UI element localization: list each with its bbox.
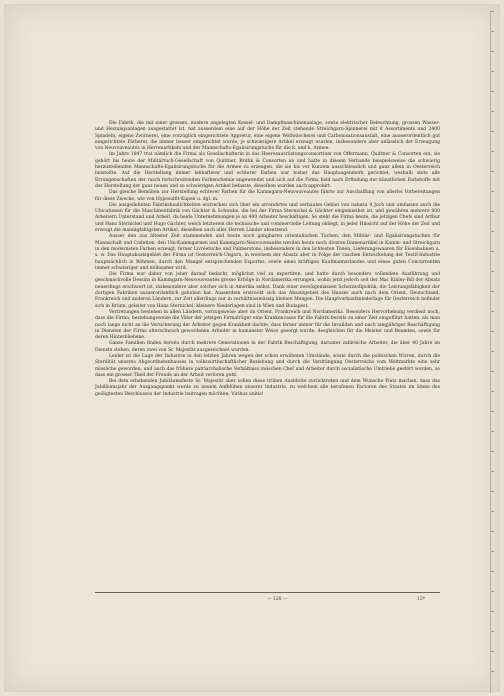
paragraph-5: Ausser den aus ältester Zeit stammenden und heute noch gangbaren orientalischen Tuchen, den Militär- und Egalisirungstuchen für Mannschaft und Cadetten, den Uni-Kammgarnen und Kammgarn-Neuvouveautés werden heute noch diverse Damenartikel in Kamm- und Streichgarn in den modernsten Farben erzeugt, ferner Livréetuche und Palmerstons, insbesondere in den lichtesten Tönen, Lieferungswaaren für Eisenbahnen u. s. w. Das Hauptabsatzgebiet der Firma ist Oesterreich-Ungarn, in welchem der Absatz aber in Folge der raschen Entwickelung der Textil-Industrie hauptsächlich in Böhmen, durch den Mangel entsprechenden Exportes, sowie eines kräftigen Kaufmannsstandes und eines guten Concurrenten immer schwieriger und mühsamer wird. bbox=[95, 234, 440, 271]
ruler-tick bbox=[491, 651, 494, 652]
ruler-tick bbox=[491, 571, 494, 572]
page-number: — 128 — bbox=[267, 597, 288, 602]
ruler-tick bbox=[491, 591, 494, 592]
ruler-tick bbox=[491, 31, 494, 32]
ruler-tick bbox=[491, 151, 494, 152]
ruler-tick bbox=[491, 491, 494, 492]
paragraph-7: Vertretungen bestehen in allen Ländern, vorzugsweise aber im Orient, Frankreich und Nordamerika. Besonders Hervorhebung verdient noch, dass die Firma, beziehungsweise die Väter der jetzigen Firmaträger eine Krankencasse für die Fabrik bereits zu einer Zeit eingeführt hatten, als man noch lange nicht an die Versicherung der Arbeiter gegen Krankheit dachte, dass ferner immer für die Invaliden und nach langjähriger Beschäftigung in Diensten der Firma alterschwach gewordenen Arbeiter in humanster Weise gesorgt wurde, desgleichen für die Meister und Beamten, sowie für deren Hinterbliebene. bbox=[95, 309, 440, 341]
ruler-tick bbox=[491, 611, 494, 612]
ruler-tick bbox=[491, 91, 494, 92]
ruler-tick bbox=[491, 531, 494, 532]
paragraph-9: Leider ist die Lage der Industrie in den letzten Jahren wegen der schon erwähnten Umstände, sowie durch die politischen Wirren, durch die Sterilität unseres Abgeordnetenhauses in volkswirthschaftlicher Beziehung und durch die Verdrängung Oesterreichs vom Weltmarkte eine sehr missliche geworden, und auch das frühere patriarchalische Verhältniss zwischen Chef und Arbeiter durch socialistische Umtriebe gestört worden, so dass ein grosser Theil der Freude an der Arbeit verloren geht. bbox=[95, 353, 440, 378]
ruler-tick bbox=[491, 551, 494, 552]
ruler-tick bbox=[491, 671, 494, 672]
ruler-tick bbox=[491, 371, 494, 372]
ruler-tick bbox=[491, 231, 494, 232]
ruler-tick bbox=[491, 251, 494, 252]
ruler-tick bbox=[491, 511, 494, 512]
paragraph-6: Die Firma war daher von jeher darauf bedacht, möglichst viel zu exportiren, und hatte durch besonders vollendete Ausführung und geschmackvolle Dessins in Kammgarn-Neuvouveautés grosse Erfolge in Nordamerika errungen, wohin jetzt jedoch seit der Mac Kinley-Bill der Absatz neuerdings erschwert ist, insbesondere aber solcher sich in Amerika selbst. Dank einer zweckgemässen Schutzzollpolitik, die Leistungsfähigkeit der dortigen Fabriken ausserordentlich gehoben hat. Ausserdem erstreckt sich das Absatzgebiet des Hauses auch nach dem Orient, Deutschland, Frankreich und anderen Ländern, zur Zeit allerdings nur in verhältnissmässig kleinen Mengen. Die Hauptverkaufsniederlage für Oesterreich befindet sich in Brünn, geleitet von Hans Sternickel, kleinere Niederlagen sind in Wien und Budapest. bbox=[95, 272, 440, 309]
body-text bbox=[95, 121, 440, 398]
ruler-tick bbox=[491, 471, 494, 472]
ruler-tick bbox=[491, 631, 494, 632]
ruler-tick bbox=[491, 291, 494, 292]
paragraph-10: Bei dem erhebenden Jubiläumsfeste Sr. Majestät aber sollen diese trüben Ausblicke zurücktreten und dem Wunsche Platz machen, dass das Jubiläumsjahr der Ausgangspunkt werde zu neuem Aufblühen unserer Industrie, zu welchem alle berufenen Factoren des Staates im Sinne des geäligtesten Beschlusses der Industrie beitragen möchten: Viribus unitis! bbox=[95, 379, 440, 397]
ruler-tick bbox=[491, 131, 494, 132]
document-page bbox=[4, 4, 500, 692]
ruler-tick bbox=[491, 11, 494, 12]
ruler-tick bbox=[491, 331, 494, 332]
ruler-tick bbox=[491, 271, 494, 272]
paragraph-2: Im Jahre 1847 trat nämlich die Firma als Gesellschafterin in das Heeresausrüstungsconsortium von Offermann, Quittner & Consorten ein; sie gehört bis heute der Militärtuch-Gesellschaft von Quittner, Brdlik & Consorten an und hatte in diesem Verbande beispielsweise die schwierig herzustellenden Mannschafts-Egalisirungstuche für die Armee zu erzeugen, die sie bis vor Kurzem ausschliesslich und ganz allein in Oesterreich beistellte. Auf die Herstellung immer lebhafterer und echterer Farben war bisher das Hauptaugenmerk gerichtet, weshalb stets alle Errungenschaften der rasch fortschreitenden Farbenchemie angewendet und sich auf die Firma bald nach Erfindung der künstlichen Farbstoffe mit der Herstellung der ganz neuen und so schwierigen Artikel befasste, dieselben wurden auch approbirt. bbox=[95, 152, 440, 189]
footer-rule bbox=[95, 592, 440, 593]
paragraph-4: Die ausgedehnten Fabriksbaulichkeiten erstrecken sich über ein arrondirtes und verbautes Gebiet von nahezu 4 Joch und umfassen auch die Ubicationen für die Maschinenfabrik von Gächter & Schwabe, die bei der Firma Sternickel & Gächter eingemiethet ist, und gewähren mehrere 800 Arbeitern Unterstand und Arbeit, da beide Unternehmungen je an 400 Arbeiter beschäftigen. So steht die Firma heute, die jetzigen Chefs sind Arthur und Hans Sternickel und Hugo Gächter, welch letzterem die technische und commercielle Leitung obliegt, in jeder Hinsicht auf der Höhe der Zeit und erzeugt die mannigfaltigsten Artikel, dieselben auch aller Herren Länder absetzend. bbox=[95, 202, 440, 234]
ruler-tick bbox=[491, 391, 494, 392]
ruler-tick bbox=[491, 211, 494, 212]
ruler-tick bbox=[491, 191, 494, 192]
paragraph-8: Ganze Familien finden bereits durch mehrere Generationen in der Fabrik Beschäftigung, darunter zahlreiche Arbeiter, die über 40 Jahre im Dienste stehen, deren zwei von Sr. Majestät ausgezeichnet wurden. bbox=[95, 341, 440, 353]
ruler-tick bbox=[491, 111, 494, 112]
ruler-tick bbox=[491, 171, 494, 172]
paragraph-3: Das gleiche Bemühen zur Herstellung echterer Farben für die Kammgarn-Neuvouveautés führte zur Anschaffung von allerlei Vorbereitungen für diese Zwecke, wie von Hyposulfit-Kupen u. dgl. m. bbox=[95, 190, 440, 202]
ruler-tick bbox=[491, 431, 494, 432]
ruler-tick bbox=[491, 351, 494, 352]
ruler-tick bbox=[491, 51, 494, 52]
ruler-tick bbox=[491, 451, 494, 452]
ruler-tick bbox=[491, 411, 494, 412]
paragraph-1: Die Fabrik, die mit einer grossen, modern angelegten Kessel- und Dampfmaschinenanlage, sowie elektrischer Beleuchtung, grossen Wasser- und Heizungsanlagen ausgestattet ist, hat ausserdem eine auf der Höhe der Zeit stehende Streichgarn-Spinnerei mit 8 Assortiments und 2400 Spindeln, eigene Zwirnerei, eine vorzüglich eingerichtete Appretur, eine eigene Wollwäscherei und Carbonisationsanstalt, eine ausserordentlich gut eingerichtete Färberei, die immer besser eingerichtet wurde, je schwierigere Artikel erzeugt wurden, insbesondere aber anlässlich der Erzeugung von Neuvouveautés in Herrenartikeln und der Mannschafts-Egalisirungstuche für die k. und k. Armee. bbox=[95, 121, 440, 152]
ruler-tick bbox=[491, 71, 494, 72]
page-edge-ruler bbox=[490, 11, 495, 693]
ruler-tick bbox=[491, 311, 494, 312]
signature-mark: 12* bbox=[417, 597, 425, 602]
